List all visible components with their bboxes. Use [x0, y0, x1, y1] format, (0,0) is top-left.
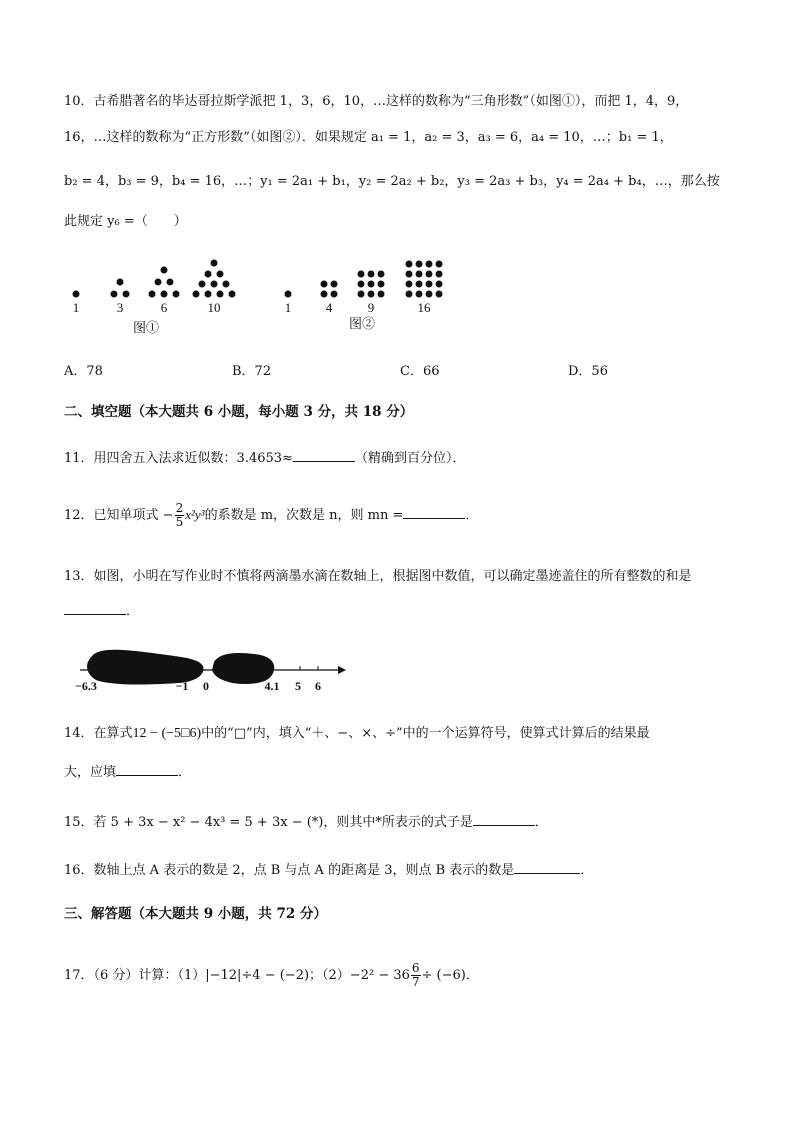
q12-prefix: 12．已知单项式 − — [64, 508, 174, 523]
option-d: D．56 — [568, 364, 608, 379]
q10-text-line1: 10．古希腊著名的毕达哥拉斯学派把 1，3，6，10，…这样的数称为“三角形数”（如图①），而把 1，4，9， — [64, 94, 689, 109]
fig2-label-1: 1 — [284, 300, 292, 315]
axis-label-neg1: −1 — [175, 679, 189, 693]
q12-middle: 的系数是 m，次数是 n，则 mn = — [204, 508, 404, 523]
q12-frac-num: 2 — [175, 501, 184, 515]
section2-heading: 二、填空题（本大题共 6 小题，每小题 3 分，共 18 分） — [64, 404, 414, 420]
fig1-label-1: 1 — [72, 300, 80, 315]
q13-number-line — [0, 640, 794, 700]
q12-suffix: ． — [465, 508, 479, 523]
option-a: A．78 — [64, 364, 103, 379]
q13-suffix: ． — [126, 604, 140, 619]
q12-fraction — [175, 502, 185, 529]
fig2-label-2: 4 — [325, 300, 333, 315]
q14-line1 — [64, 724, 650, 744]
q13-blank — [64, 601, 126, 615]
square-number-dots — [285, 261, 443, 298]
q17-frac-num: 6 — [411, 961, 420, 975]
fig1-caption: 图① — [132, 320, 160, 335]
q11-suffix: （精确到百分位）． — [354, 451, 466, 466]
q14-line2-prefix: 大，应填 — [64, 765, 117, 780]
q17 — [64, 962, 479, 989]
q16 — [64, 860, 593, 881]
q10-text-line4: 此规定 y₆ =（ ） — [64, 214, 187, 229]
axis-label-4.1: 4.1 — [264, 679, 280, 693]
fig1-label-3: 6 — [160, 300, 168, 315]
q10-text-line3: b₂ = 4，b₃ = 9，b₄ = 16，…；y₁ = 2a₁ + b₁，y₂ = 2a₂ + b₂，y₃ = 2a₃ + b₃，y₄ = 2a₄ + b₄，…，那么按 — [64, 174, 720, 189]
option-c: C．66 — [400, 364, 440, 379]
q17-suffix: ÷ (−6)． — [421, 968, 479, 983]
q15-blank — [473, 812, 535, 826]
axis-label-neg6.3: −6.3 — [75, 679, 97, 693]
triangular-number-dots — [73, 260, 236, 298]
section3-heading: 三、解答题（本大题共 9 小题，共 72 分） — [64, 906, 327, 922]
q17-fraction — [411, 962, 421, 989]
q12 — [64, 502, 478, 529]
option-b: B．72 — [232, 364, 272, 379]
q11-prefix: 11．用四舍五入法求近似数：3.4653≈ — [64, 451, 293, 466]
q10-figure — [0, 250, 794, 360]
fig2-label-3: 9 — [367, 300, 375, 315]
q15-prefix: 15．若 5 + 3x − x² − 4x³ = 5 + 3x − (*)，则其中*所表示的式子是 — [64, 815, 473, 830]
axis-label-6: 6 — [315, 679, 321, 693]
q10-text-line2: 16，…这样的数称为“正方形数”（如图②）．如果规定 a₁ = 1，a₂ = 3，a₃ = 6，a₄ = 10，…；b₁ = 1， — [64, 130, 673, 145]
q17-prefix: 17．（6 分）计算：（1）|−12|÷4 − (−2)；（2）−2² − 36 — [64, 968, 410, 983]
axis-arrow-icon — [338, 666, 346, 674]
q14-line2 — [64, 762, 191, 783]
axis-label-0: 0 — [203, 679, 209, 693]
q15 — [64, 812, 548, 833]
q11 — [64, 448, 465, 469]
q17-frac-den: 7 — [411, 975, 420, 989]
q11-blank — [293, 448, 355, 462]
q14-prefix: 14．在算式 — [64, 726, 133, 741]
q12-frac-den: 5 — [175, 515, 184, 529]
q15-suffix: ． — [534, 815, 548, 830]
q14-expression: 12 − (−5□6) — [132, 726, 202, 741]
q14-blank — [116, 762, 178, 776]
q13-text-line1: 13．如图，小明在写作业时不慎将两滴墨水滴在数轴上，根据图中数值，可以确定墨迹盖住的所有整数的和是 — [64, 569, 692, 584]
axis-label-5: 5 — [295, 679, 301, 693]
q12-term: x²y³ — [185, 507, 205, 522]
q14-line2-suffix: ． — [178, 765, 192, 780]
fig1-label-4: 10 — [207, 300, 221, 315]
q13-line2 — [64, 601, 139, 622]
q16-blank — [514, 860, 580, 874]
q12-blank — [403, 505, 465, 519]
fig2-label-4: 16 — [417, 300, 431, 315]
q14-suffix: 中的“□”内，填入“＋、−、×、÷”中的一个运算符号，使算式计算后的结果最 — [201, 726, 650, 741]
fig2-caption: 图② — [348, 316, 376, 331]
fig1-label-2: 3 — [116, 300, 124, 315]
q16-suffix: ． — [580, 863, 594, 878]
q16-prefix: 16．数轴上点 A 表示的数是 2，点 B 与点 A 的距离是 3，则点 B 表示的数是 — [64, 863, 515, 878]
